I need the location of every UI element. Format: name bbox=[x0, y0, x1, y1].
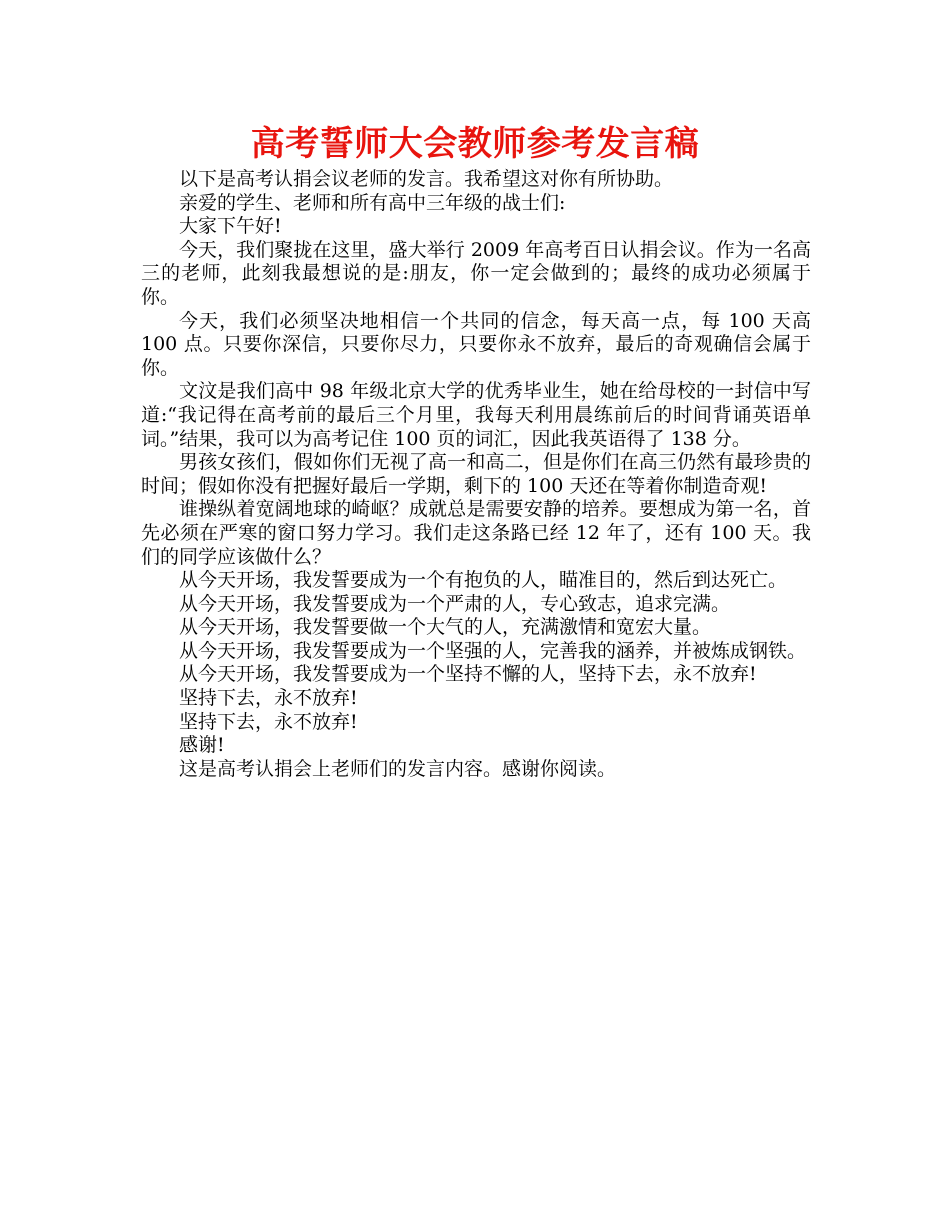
document-title: 高考誓师大会教师参考发言稿 bbox=[250, 124, 700, 164]
paragraph-oath: 从今天开场，我发誓要成为一个坚强的人，完善我的涵养，并被炼成钢铁。 bbox=[179, 639, 807, 662]
paragraph-closing: 这是高考认捐会上老师们的发言内容。感谢你阅读。 bbox=[179, 757, 617, 780]
document-body bbox=[141, 168, 811, 781]
paragraph-intro: 以下是高考认捐会议老师的发言。我希望这对你有所协助。 bbox=[179, 168, 674, 190]
paragraph-body: 男孩女孩们，假如你们无视了高一和高二，但是你们在高三仍然有最珍贵的时间；假如你没有把握好最后一学期，剩下的 100 天还在等着你制造奇观! bbox=[141, 451, 811, 497]
paragraph-oath: 从今天开场，我发誓要做一个大气的人，充满激情和宽宏大量。 bbox=[179, 616, 712, 639]
paragraph-chant: 坚持下去，永不放弃! bbox=[179, 687, 358, 710]
paragraph-thanks: 感谢! bbox=[179, 734, 225, 757]
paragraph-oath: 从今天开场，我发誓要成为一个坚持不懈的人，坚持下去，永不放弃! bbox=[179, 663, 757, 686]
paragraph-chant: 坚持下去，永不放弃! bbox=[179, 710, 358, 733]
paragraph-greeting: 大家下午好! bbox=[179, 215, 282, 238]
paragraph-body: 谁操纵着宽阔地球的崎岖？成就总是需要安静的培养。要想成为第一名，首先必须在严寒的窗口努力学习。我们走这条路已经 12 年了，还有 100 天。我们的同学应该做什么？ bbox=[141, 498, 811, 568]
paragraph-oath: 从今天开场，我发誓要成为一个严肃的人，专心致志，追求完满。 bbox=[179, 592, 731, 615]
paragraph-body: 今天，我们必须坚决地相信一个共同的信念，每天高一点，每 100 天高 100 点。只要你深信，只要你尽力，只要你永不放弃，最后的奇观确信会属于你。 bbox=[141, 309, 811, 379]
paragraph-body: 文汶是我们高中 98 年级北京大学的优秀毕业生，她在给母校的一封信中写道:“我记得在高考前的最后三个月里，我每天利用晨练前后的时间背诵英语单词。”结果，我可以为高考记住 100 页的词汇，因此我英语得了 138 分。 bbox=[141, 380, 811, 450]
paragraph-oath: 从今天开场，我发誓要成为一个有抱负的人，瞄准目的，然后到达死亡。 bbox=[179, 569, 788, 592]
paragraph-salutation: 亲爱的学生、老师和所有高中三年级的战士们: bbox=[179, 191, 566, 214]
paragraph-body: 今天，我们聚拢在这里，盛大举行 2009 年高考百日认捐会议。作为一名高三的老师，此刻我最想说的是:朋友，你一定会做到的；最终的成功必须属于你。 bbox=[141, 238, 811, 308]
